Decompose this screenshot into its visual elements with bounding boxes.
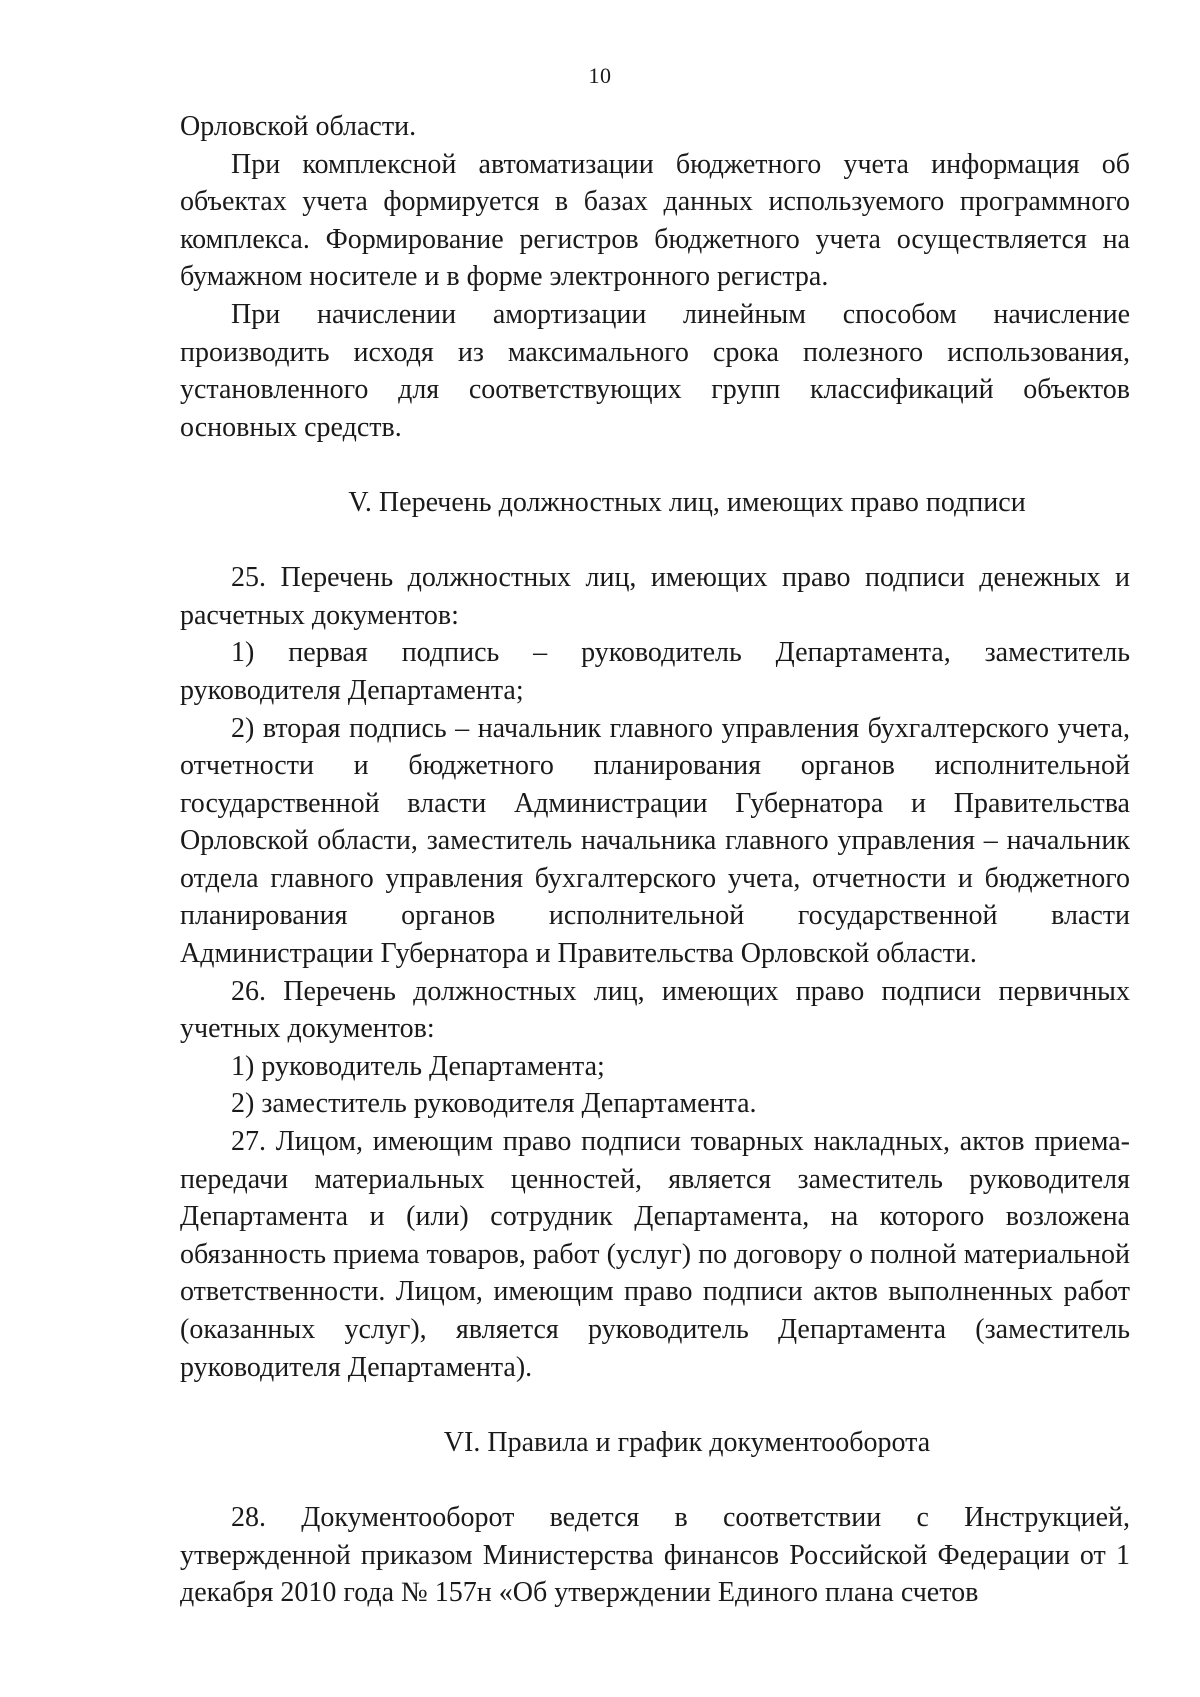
section-heading-v: V. Перечень должностных лиц, имеющих право подписи <box>348 486 1026 518</box>
paragraph-26: 26. Перечень должностных лиц, имеющих право подписи первичных учетных документов: <box>180 975 1130 1045</box>
paragraph-26-item-2: 2) заместитель руководителя Департамента. <box>231 1088 757 1120</box>
paragraph-28: 28. Документооборот ведется в соответствии с Инструкцией, утвержденной приказом Министерства финансов Российской Федерации от 1 декабря 2010 года № 157н «Об утверждении Единого плана счетов <box>180 1501 1130 1609</box>
paragraph-automation: При комплексной автоматизации бюджетного учета информация об объектах учета формируется в базах данных используемого программного комплекса. Формирование регистров бюджетного учета осуществляется на бумажном носителе и в форме электронного регистра. <box>180 148 1130 293</box>
paragraph-amortization: При начислении амортизации линейным способом начисление производить исходя из максимального срока полезного использования, установленного для соответствующих групп классификаций объектов основных средств. <box>180 298 1130 443</box>
spacer <box>180 1461 1130 1499</box>
spacer <box>180 1386 1130 1424</box>
spacer <box>180 522 1130 560</box>
page-number: 10 <box>588 63 612 88</box>
paragraph-25: 25. Перечень должностных лиц, имеющих право подписи денежных и расчетных документов: <box>180 562 1130 631</box>
paragraph-25-item-1: 1) первая подпись – руководитель Департамента, заместитель руководителя Департамента; <box>180 637 1130 706</box>
paragraph-25-item-2: 2) вторая подпись – начальник главного управления бухгалтерского учета, отчетности и бюджетного планирования органов исполнительной государственной власти Администрации Губернатора и Правительства Орловской области, заместитель начальника главного управления – начальник отдела главного управления бухгалтерского учета, отчетности и бюджетного планирования органов исполнительной государственной власти Администрации Губернатора и Правительства Орловской области. <box>180 712 1130 970</box>
section-heading-vi: VI. Правила и график документооборота <box>443 1426 931 1458</box>
paragraph-27: 27. Лицом, имеющим право подписи товарных накладных, актов приема-передачи материальных ценностей, является заместитель руководителя Департамента и (или) сотрудник Департамента, на которого возложена обязанность приема товаров, работ (услуг) по договору о полной материальной ответственности. Лицом, имеющим право подписи актов выполненных работ (оказанных услуг), является руководитель Департамента (заместитель руководителя Департамента). <box>180 1126 1130 1383</box>
spacer <box>180 446 1130 484</box>
paragraph-26-item-1: 1) руководитель Департамента; <box>231 1050 605 1082</box>
paragraph-continuation: Орловской области. <box>180 111 417 142</box>
document-body <box>180 108 1130 1612</box>
